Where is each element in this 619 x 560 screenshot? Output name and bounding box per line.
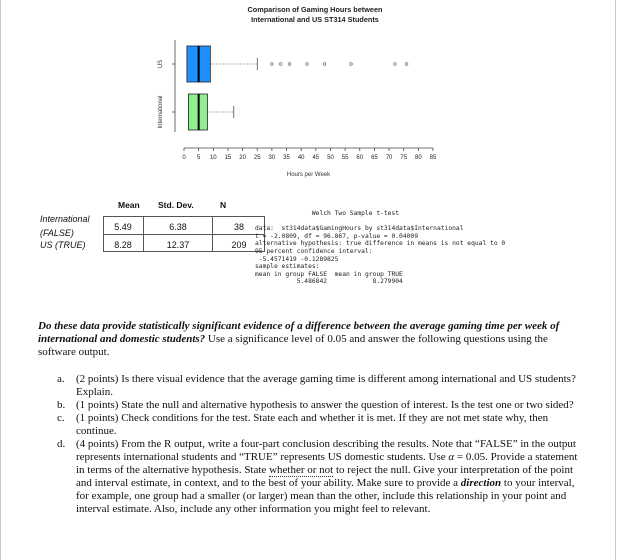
item-text-part4: to your interval, for example, one group had a smaller (or larger) mean than the other, include this relationship in your point and interval estimate. Also, include any other information you might feel to relevant. bbox=[76, 477, 575, 515]
x-tick-label: 60 bbox=[356, 155, 364, 161]
row-label-international: International bbox=[40, 214, 90, 224]
item-letter: d. bbox=[57, 438, 66, 450]
row-label-false: (FALSE) bbox=[40, 228, 74, 238]
x-tick-label: 30 bbox=[268, 155, 276, 161]
x-tick-label: 35 bbox=[283, 155, 290, 161]
outlier-point bbox=[405, 63, 408, 66]
r-output: Welch Two Sample t-test data: st314data$GamingHours by st314data$International t = -2.0809, df = 96.867, p-value = 0.04009 alternative hypothesis: true difference in means is not equal to 0 95 percent confidence interval: -5.4571419 -0.1289825 sample estimates: mean in group FALSE mean in group TRUE 5.486842 8.279904 bbox=[255, 210, 506, 286]
alpha-symbol: α bbox=[448, 451, 455, 463]
outlier-point bbox=[350, 63, 353, 66]
question-rest: Use a significance level of 0.05 and answer the following questions using the software output. bbox=[38, 333, 548, 358]
item-text: (1 points) Check conditions for the test. State each and whether it is met. If they are not met state why, then continue. bbox=[76, 412, 549, 437]
x-tick-label: 20 bbox=[239, 155, 246, 161]
header-mean: Mean bbox=[118, 200, 140, 210]
page-border-left bbox=[0, 0, 1, 560]
outlier-point bbox=[306, 63, 309, 66]
chart-title bbox=[210, 5, 420, 25]
x-tick-label: 45 bbox=[312, 155, 320, 161]
x-tick-label: 50 bbox=[327, 155, 334, 161]
chart-title-line2: International and US ST314 Students bbox=[251, 15, 379, 24]
question-list bbox=[38, 373, 583, 516]
item-letter: c. bbox=[57, 412, 65, 424]
boxplot-chart bbox=[150, 26, 450, 184]
header-std-dev: Std. Dev. bbox=[158, 200, 194, 210]
x-tick-label: 65 bbox=[371, 155, 378, 161]
page-border-right bbox=[615, 0, 616, 560]
x-tick-label: 75 bbox=[400, 155, 408, 161]
dotted-phrase: whether or not bbox=[269, 464, 334, 476]
x-tick-label: 85 bbox=[429, 155, 437, 161]
cell-intl-mean: 5.49 bbox=[114, 222, 132, 232]
chart-title-line1: Comparison of Gaming Hours between bbox=[247, 5, 383, 14]
list-item bbox=[38, 373, 583, 399]
item-text-part3: to reject the null. Give your interpretation of the point and interval estimate, in context, and to the best of your ability. Make sure to provide a bbox=[76, 464, 574, 489]
x-axis-label: Hours per Week bbox=[286, 172, 331, 178]
cell-intl-n: 38 bbox=[233, 222, 244, 232]
outlier-point bbox=[271, 63, 274, 66]
item-text-part2: = 0.05. Provide a statement in terms of the alternative hypothesis. State bbox=[76, 451, 578, 476]
item-text: (2 points) Is there visual evidence that the average gaming time is different among international and US students? Explain. bbox=[76, 373, 576, 398]
cell-us-mean: 8.28 bbox=[114, 240, 132, 250]
cell-us-n: 209 bbox=[231, 240, 247, 250]
item-text-part1: (4 points) From the R output, write a four-part conclusion describing the results. Note that “FALSE” in the output represents international students and “TRUE” represents US domestic students. Use bbox=[76, 438, 576, 463]
x-tick-label: 55 bbox=[341, 155, 349, 161]
row-label-us-true: US (TRUE) bbox=[40, 240, 86, 250]
header-n: N bbox=[220, 200, 227, 210]
outlier-point bbox=[279, 63, 282, 66]
outlier-point bbox=[323, 63, 326, 66]
item-letter: b. bbox=[57, 399, 66, 411]
question-bold: Do these data provide statistically significant evidence of a difference between the average gaming time per week of international and domestic students? bbox=[38, 320, 560, 345]
table-row-divider bbox=[103, 234, 265, 235]
list-item bbox=[38, 399, 583, 412]
group-label: US bbox=[158, 59, 164, 69]
item-letter: a. bbox=[57, 373, 65, 385]
outlier-point bbox=[394, 63, 397, 66]
group-label: International bbox=[158, 95, 164, 129]
list-item bbox=[38, 438, 583, 516]
question-paragraph bbox=[38, 320, 583, 359]
x-tick-label: 70 bbox=[385, 155, 393, 161]
list-item bbox=[38, 412, 583, 438]
x-tick-label: 15 bbox=[224, 155, 232, 161]
x-tick-label: 25 bbox=[253, 155, 261, 161]
x-tick-label: 10 bbox=[209, 155, 217, 161]
emphasis-direction: direction bbox=[460, 477, 502, 489]
outlier-point bbox=[288, 63, 291, 66]
x-tick-label: 80 bbox=[415, 155, 422, 161]
cell-intl-sd: 6.38 bbox=[169, 222, 187, 232]
cell-us-sd: 12.37 bbox=[166, 240, 190, 250]
item-text: (1 points) State the null and alternative hypothesis to answer the question of interest. Is the test one or two sided? bbox=[76, 399, 574, 411]
x-tick-label: 5 bbox=[196, 155, 201, 161]
x-tick-label: 0 bbox=[182, 155, 186, 161]
x-tick-label: 40 bbox=[297, 155, 305, 161]
